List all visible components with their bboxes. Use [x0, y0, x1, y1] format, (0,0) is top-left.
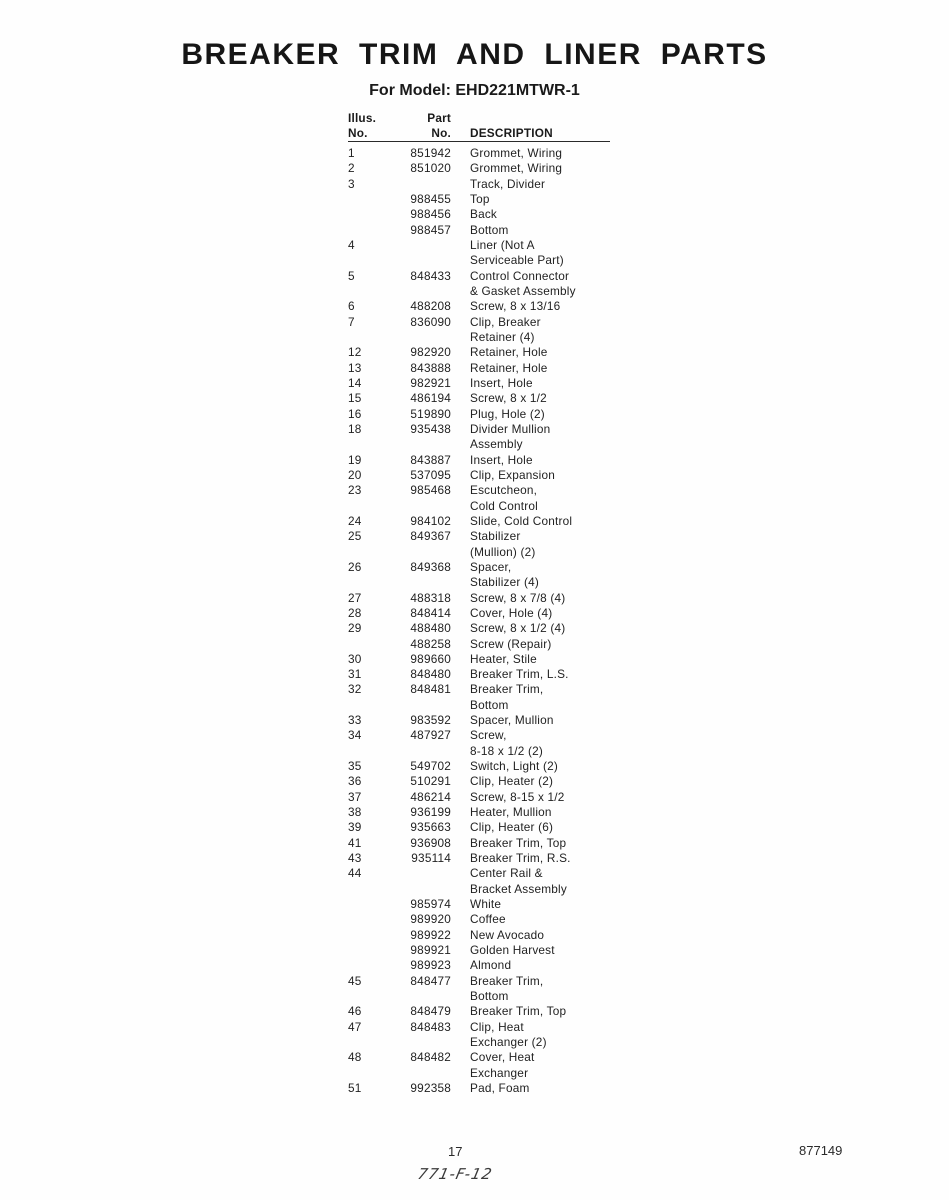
cell-part: 537095 — [410, 467, 451, 482]
cell-desc: Screw, — [470, 728, 507, 743]
cell-desc: Switch, Light (2) — [470, 759, 558, 774]
cell-desc: Cover, Hole (4) — [470, 605, 553, 620]
cell-illus: 18 — [348, 421, 362, 436]
cell-part: 988457 — [410, 222, 451, 237]
cell-desc: Cover, Heat — [470, 1050, 535, 1065]
cell-illus: 46 — [348, 1004, 362, 1019]
table-row — [348, 928, 610, 943]
table-row — [348, 897, 610, 912]
cell-part — [388, 284, 455, 299]
table-row — [348, 238, 610, 253]
cell-part: 488318 — [410, 590, 451, 605]
cell-desc: Breaker Trim, — [470, 973, 544, 988]
cell-part — [388, 866, 455, 881]
table-row — [348, 958, 610, 973]
cell-desc: Back — [470, 207, 498, 222]
cell-desc: Screw, 8 x 13/16 — [470, 299, 561, 314]
cell-part: 488258 — [410, 636, 451, 651]
cell-desc: 8-18 x 1/2 (2) — [470, 743, 543, 758]
cell-part: 988455 — [410, 191, 451, 206]
table-row — [348, 391, 610, 406]
header-description: DESCRIPTION — [470, 125, 553, 140]
cell-illus — [348, 943, 388, 958]
table-row — [348, 177, 610, 192]
cell-illus: 33 — [348, 713, 362, 728]
table-row — [348, 1081, 610, 1096]
cell-desc: Plug, Hole (2) — [470, 406, 545, 421]
cell-illus: 37 — [348, 789, 362, 804]
cell-part: 851942 — [410, 146, 451, 160]
cell-desc: Clip, Breaker — [470, 314, 541, 329]
cell-illus — [348, 1035, 388, 1050]
cell-part: 486214 — [410, 789, 451, 804]
header-part-no: Part No. — [427, 111, 451, 140]
cell-illus: 34 — [348, 728, 362, 743]
cell-illus — [348, 928, 388, 943]
table-row — [348, 912, 610, 927]
table-row — [348, 407, 610, 422]
cell-illus — [348, 958, 388, 973]
cell-part: 843888 — [410, 360, 451, 375]
cell-illus — [348, 545, 388, 560]
parts-table — [348, 111, 610, 1096]
table-row — [348, 330, 610, 345]
cell-part: 549702 — [410, 759, 451, 774]
cell-illus — [348, 698, 388, 713]
table-row — [348, 514, 610, 529]
cell-part: 982920 — [410, 345, 451, 360]
cell-illus: 25 — [348, 529, 362, 544]
cell-part: 989923 — [410, 958, 451, 973]
parts-table-body — [348, 146, 610, 1096]
table-row — [348, 192, 610, 207]
table-row — [348, 1020, 610, 1035]
table-row — [348, 1004, 610, 1019]
table-row — [348, 284, 610, 299]
cell-part: 935114 — [411, 851, 451, 866]
cell-desc: Clip, Expansion — [470, 467, 555, 482]
cell-illus: 12 — [348, 345, 362, 360]
cell-desc: Breaker Trim, Top — [470, 835, 567, 850]
table-row — [348, 667, 610, 682]
cell-desc: Screw, 8 x 7/8 (4) — [470, 590, 566, 605]
cell-part: 487927 — [410, 728, 451, 743]
cell-desc: Clip, Heater (2) — [470, 774, 554, 789]
cell-desc: Spacer, Mullion — [470, 713, 554, 728]
table-row — [348, 698, 610, 713]
table-row — [348, 223, 610, 238]
cell-illus: 24 — [348, 513, 362, 528]
cell-part: 848480 — [410, 667, 451, 682]
cell-desc: Divider Mullion — [470, 421, 551, 436]
cell-desc: Screw, 8 x 1/2 — [470, 391, 547, 406]
cell-part: 936199 — [410, 805, 451, 820]
table-row — [348, 468, 610, 483]
cell-part — [388, 882, 455, 897]
table-row — [348, 820, 610, 835]
cell-illus — [348, 207, 388, 222]
table-row — [348, 161, 610, 176]
cell-part — [388, 177, 455, 192]
cell-part: 935663 — [410, 820, 451, 835]
table-row — [348, 453, 610, 468]
table-row — [348, 866, 610, 881]
cell-desc: Bracket Assembly — [470, 881, 567, 896]
cell-desc: Retainer (4) — [470, 329, 535, 344]
cell-part — [388, 744, 455, 759]
cell-part — [388, 1066, 455, 1081]
document-number: 877149 — [799, 1143, 843, 1158]
table-row — [348, 759, 610, 774]
cell-desc: Breaker Trim, — [470, 682, 544, 697]
cell-illus: 30 — [348, 651, 362, 666]
table-row — [348, 207, 610, 222]
cell-desc: Breaker Trim, L.S. — [470, 667, 569, 682]
cell-illus — [348, 253, 388, 268]
table-row — [348, 591, 610, 606]
cell-illus: 2 — [348, 161, 355, 176]
table-row — [348, 882, 610, 897]
table-row — [348, 943, 610, 958]
table-row — [348, 790, 610, 805]
cell-illus: 38 — [348, 805, 362, 820]
table-row — [348, 606, 610, 621]
cell-part — [388, 238, 455, 253]
cell-illus: 32 — [348, 682, 362, 697]
cell-part: 848481 — [410, 682, 451, 697]
table-row — [348, 637, 610, 652]
page-number: 17 — [448, 1144, 463, 1159]
table-row — [348, 299, 610, 314]
cell-part: 848414 — [410, 605, 451, 620]
cell-part: 510291 — [410, 774, 451, 789]
cell-part: 486194 — [410, 391, 451, 406]
cell-illus: 41 — [348, 835, 362, 850]
cell-desc: Heater, Stile — [470, 651, 537, 666]
cell-illus — [348, 637, 388, 652]
cell-part: 849368 — [410, 559, 451, 574]
cell-part: 848483 — [410, 1019, 451, 1034]
cell-illus: 36 — [348, 774, 362, 789]
cell-desc: (Mullion) (2) — [470, 544, 536, 559]
cell-desc: Center Rail & — [470, 866, 543, 881]
cell-illus: 47 — [348, 1019, 362, 1034]
cell-desc: Exchanger (2) — [470, 1035, 547, 1050]
cell-desc: Clip, Heat — [470, 1019, 524, 1034]
table-row — [348, 621, 610, 636]
cell-illus: 28 — [348, 605, 362, 620]
header-illus-no: Illus. No. — [348, 111, 377, 140]
table-header — [348, 111, 610, 142]
cell-illus: 35 — [348, 759, 362, 774]
cell-part: 851020 — [410, 161, 451, 176]
table-row — [348, 805, 610, 820]
cell-desc: Grommet, Wiring — [470, 161, 563, 176]
table-row — [348, 851, 610, 866]
table-row — [348, 437, 610, 452]
table-row — [348, 1035, 610, 1050]
cell-illus: 5 — [348, 268, 355, 283]
cell-illus: 6 — [348, 299, 355, 314]
cell-desc: Retainer, Hole — [470, 360, 548, 375]
cell-desc: Bottom — [470, 697, 509, 712]
handwritten-note: 771-F-12 — [416, 1165, 495, 1183]
cell-illus — [348, 575, 388, 590]
cell-desc: Almond — [470, 958, 512, 973]
cell-desc: Breaker Trim, R.S. — [470, 851, 571, 866]
page-title: BREAKER TRIM AND LINER PARTS — [181, 38, 768, 71]
cell-illus: 45 — [348, 973, 362, 988]
cell-illus: 51 — [348, 1081, 362, 1096]
cell-illus — [348, 499, 388, 514]
cell-desc: Clip, Heater (6) — [470, 820, 554, 835]
table-row — [348, 483, 610, 498]
cell-part — [388, 989, 455, 1004]
cell-illus: 27 — [348, 590, 362, 605]
cell-part: 488208 — [410, 299, 451, 314]
cell-illus: 4 — [348, 237, 355, 252]
cell-illus — [348, 192, 388, 207]
table-row — [348, 422, 610, 437]
cell-desc: Control Connector — [470, 268, 570, 283]
cell-desc: Bottom — [470, 222, 509, 237]
table-row — [348, 545, 610, 560]
cell-desc: Liner (Not A — [470, 237, 535, 252]
cell-part: 519890 — [410, 406, 451, 421]
cell-desc: Retainer, Hole — [470, 345, 548, 360]
table-row — [348, 989, 610, 1004]
cell-desc: White — [470, 897, 502, 912]
table-row — [348, 269, 610, 284]
table-row — [348, 376, 610, 391]
cell-desc: Grommet, Wiring — [470, 146, 563, 160]
cell-part: 848433 — [410, 268, 451, 283]
cell-illus — [348, 223, 388, 238]
cell-part: 992358 — [410, 1081, 451, 1096]
cell-part — [388, 330, 455, 345]
cell-illus — [348, 989, 388, 1004]
cell-illus — [348, 744, 388, 759]
cell-part: 848477 — [410, 973, 451, 988]
table-row — [348, 575, 610, 590]
cell-part: 849367 — [410, 529, 451, 544]
cell-illus: 48 — [348, 1050, 362, 1065]
cell-part — [388, 545, 455, 560]
cell-part — [388, 575, 455, 590]
cell-desc: Golden Harvest — [470, 943, 555, 958]
cell-part: 984102 — [410, 513, 451, 528]
cell-illus: 3 — [348, 176, 355, 191]
table-row — [348, 146, 610, 161]
cell-desc: Stabilizer — [470, 529, 521, 544]
cell-illus — [348, 1066, 388, 1081]
cell-illus: 39 — [348, 820, 362, 835]
cell-desc: Breaker Trim, Top — [470, 1004, 567, 1019]
cell-desc: Insert, Hole — [470, 452, 533, 467]
cell-illus — [348, 284, 388, 299]
cell-desc: Pad, Foam — [470, 1081, 530, 1096]
cell-desc: Spacer, — [470, 559, 512, 574]
cell-illus: 31 — [348, 667, 362, 682]
cell-illus: 26 — [348, 559, 362, 574]
cell-part — [388, 437, 455, 452]
cell-part: 488480 — [410, 621, 451, 636]
table-row — [348, 652, 610, 667]
cell-illus: 29 — [348, 621, 362, 636]
table-row — [348, 529, 610, 544]
cell-desc: & Gasket Assembly — [470, 283, 576, 298]
table-row — [348, 315, 610, 330]
cell-illus: 1 — [348, 146, 355, 160]
cell-desc: Coffee — [470, 912, 506, 927]
cell-part — [388, 499, 455, 514]
cell-illus: 23 — [348, 483, 362, 498]
cell-desc: Screw, 8 x 1/2 (4) — [470, 621, 566, 636]
cell-illus: 15 — [348, 391, 362, 406]
cell-part: 982921 — [410, 375, 451, 390]
cell-illus — [348, 437, 388, 452]
cell-part: 985974 — [410, 897, 451, 912]
table-row — [348, 744, 610, 759]
cell-illus: 43 — [348, 851, 362, 866]
cell-part: 836090 — [410, 314, 451, 329]
cell-desc: Track, Divider — [470, 176, 546, 191]
cell-part: 989920 — [410, 912, 451, 927]
table-row — [348, 1066, 610, 1081]
cell-part: 935438 — [410, 421, 451, 436]
cell-illus: 7 — [348, 314, 355, 329]
table-row — [348, 682, 610, 697]
cell-desc: Screw (Repair) — [470, 636, 552, 651]
table-row — [348, 1050, 610, 1065]
cell-illus: 16 — [348, 406, 362, 421]
cell-illus: 14 — [348, 375, 362, 390]
cell-illus: 44 — [348, 866, 362, 881]
cell-part: 988456 — [410, 207, 451, 222]
cell-illus: 20 — [348, 467, 362, 482]
cell-part: 848479 — [410, 1004, 451, 1019]
table-row — [348, 499, 610, 514]
cell-desc: Assembly — [470, 437, 523, 452]
cell-part: 843887 — [410, 452, 451, 467]
cell-desc: Slide, Cold Control — [470, 513, 573, 528]
cell-desc: Stabilizer (4) — [470, 575, 540, 590]
cell-illus — [348, 882, 388, 897]
cell-desc: Heater, Mullion — [470, 805, 552, 820]
cell-desc: New Avocado — [470, 927, 545, 942]
cell-desc: Screw, 8-15 x 1/2 — [470, 789, 565, 804]
table-row — [348, 774, 610, 789]
cell-illus — [348, 330, 388, 345]
cell-part — [388, 698, 455, 713]
cell-desc: Bottom — [470, 989, 509, 1004]
model-subtitle: For Model: EHD221MTWR-1 — [369, 82, 580, 99]
cell-part — [388, 1035, 455, 1050]
table-row — [348, 560, 610, 575]
table-row — [348, 361, 610, 376]
cell-part: 989660 — [410, 651, 451, 666]
cell-illus: 19 — [348, 452, 362, 467]
cell-illus — [348, 897, 388, 912]
cell-desc: Insert, Hole — [470, 375, 533, 390]
cell-desc: Escutcheon, — [470, 483, 538, 498]
table-row — [348, 974, 610, 989]
table-row — [348, 345, 610, 360]
cell-desc: Cold Control — [470, 498, 538, 513]
cell-part: 989921 — [410, 943, 451, 958]
cell-part: 983592 — [410, 713, 451, 728]
cell-part: 936908 — [410, 835, 451, 850]
cell-part — [388, 253, 455, 268]
cell-desc: Top — [470, 191, 490, 206]
cell-illus: 13 — [348, 360, 362, 375]
table-row — [348, 713, 610, 728]
cell-part: 848482 — [410, 1050, 451, 1065]
table-row — [348, 836, 610, 851]
cell-part: 985468 — [410, 483, 451, 498]
cell-illus — [348, 912, 388, 927]
cell-part: 989922 — [410, 927, 451, 942]
cell-desc: Serviceable Part) — [470, 253, 564, 268]
table-row — [348, 728, 610, 743]
table-row — [348, 253, 610, 268]
cell-desc: Exchanger — [470, 1065, 529, 1080]
